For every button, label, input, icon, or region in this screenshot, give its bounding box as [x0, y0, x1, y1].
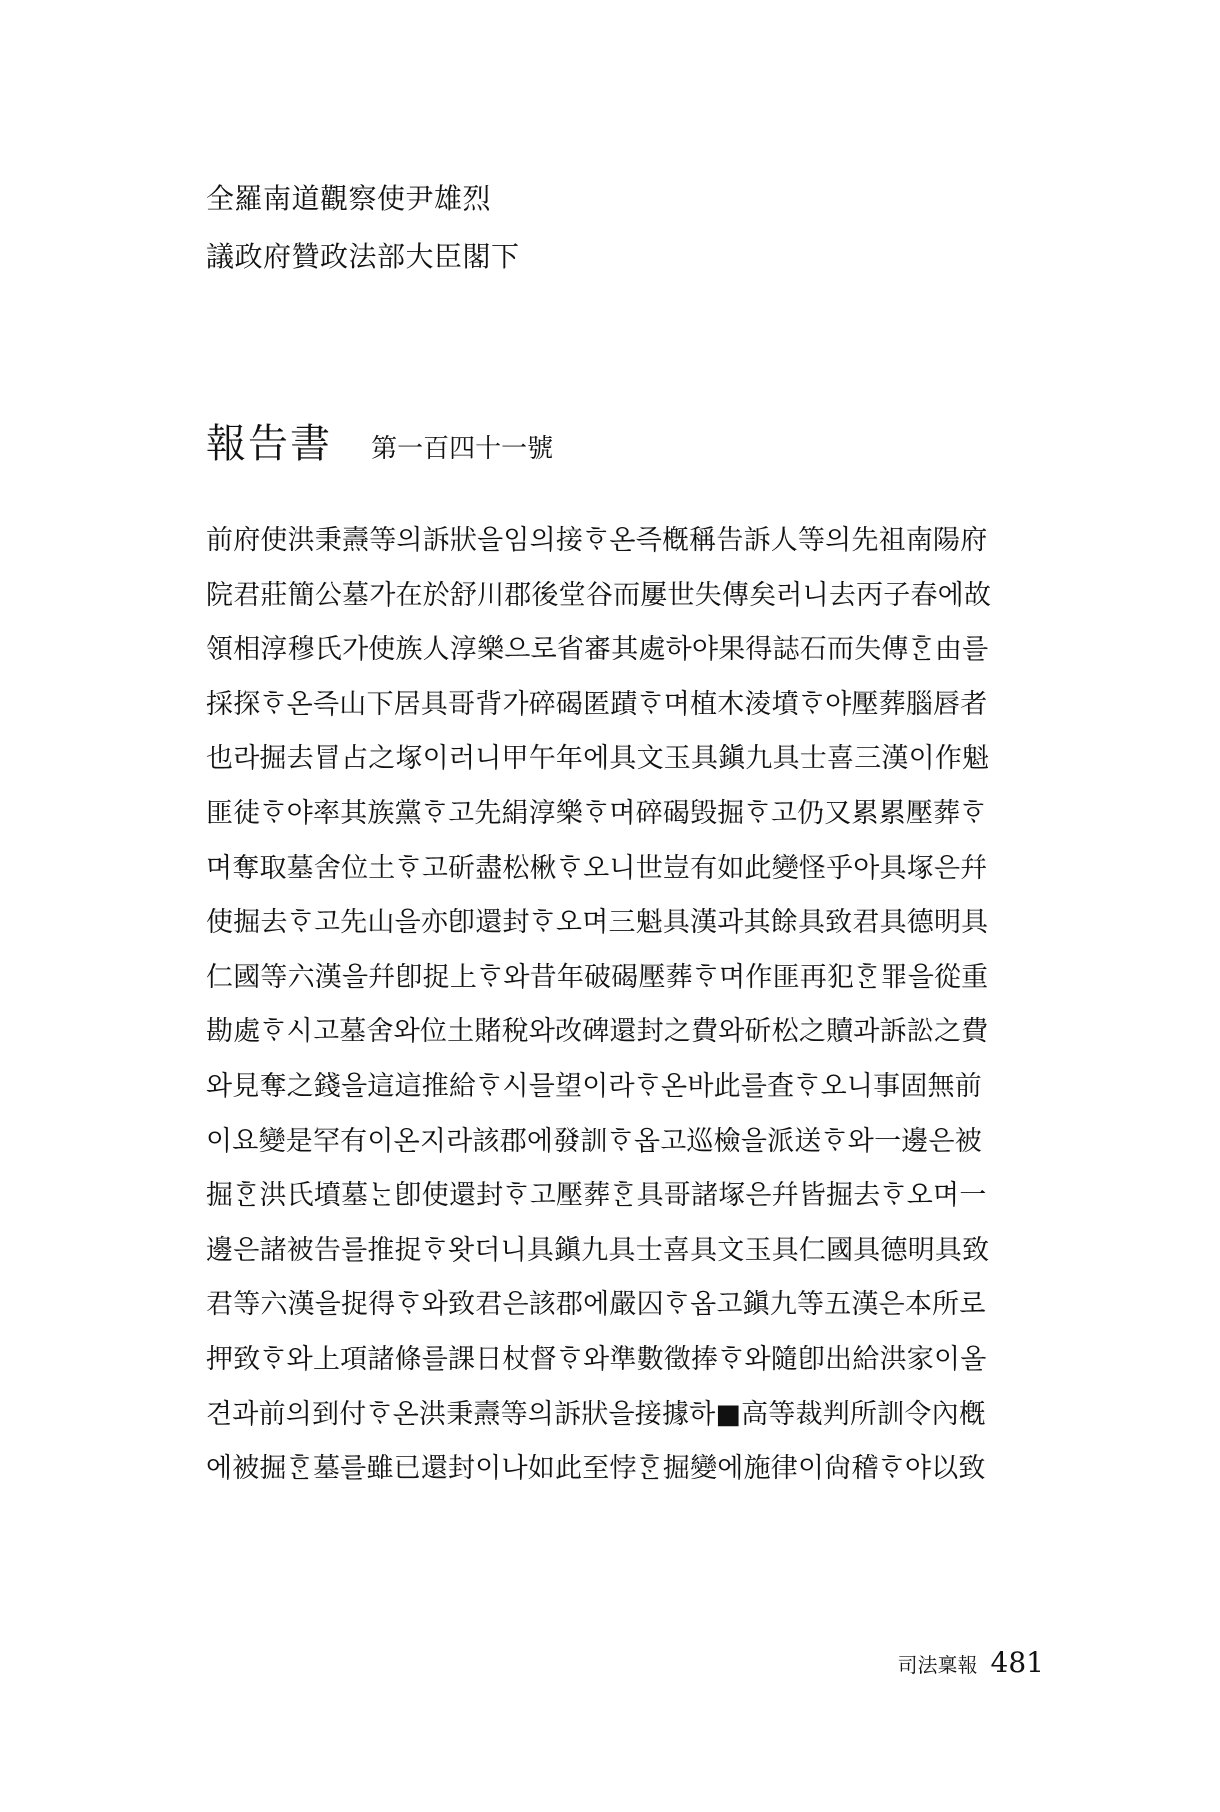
- body-line: 와見奪之錢을這這推給ᄒᆞ시믈望이라ᄒᆞ온바此를査ᄒᆞ오니事固無前: [206, 1070, 982, 1102]
- report-heading: [206, 412, 1026, 469]
- body-line: 院君莊簡公墓가在於舒川郡後堂谷而屢世失傳矣러니去丙子春에故: [206, 579, 992, 611]
- body-line: 仁國等六漢을幷卽捉上ᄒᆞ와昔年破碣壓葬ᄒᆞ며作匪再犯ᄒᆞᆫ罪을從重: [206, 961, 989, 993]
- body-line: 에被掘ᄒᆞᆫ墓를雖已還封이나如此至悖ᄒᆞᆫ掘變에施律이尙稽ᄒᆞ야以致: [206, 1453, 986, 1485]
- recipient-line: 議政府贊政法部大臣閣下: [206, 240, 520, 273]
- body-line: 採探ᄒᆞ온즉山下居具哥背가碎碣匿蹟ᄒᆞ며植木淩墳ᄒᆞ야壓葬腦唇者: [206, 688, 988, 720]
- page-footer: [897, 1646, 1044, 1679]
- journal-title: 司法稟報: [897, 1653, 978, 1677]
- sender-line: 全羅南道觀察使尹雄烈: [206, 182, 492, 215]
- body-line: 견과前의到付ᄒᆞ온洪秉燾等의訴狀을接據하■高等裁判所訓令內槪: [206, 1398, 986, 1430]
- signature-block: [206, 170, 1026, 286]
- report-number: 第一百四十一號: [371, 434, 554, 464]
- body-line: 邊은諸被告를推捉ᄒᆞ왓더니具鎭九具士喜具文玉具仁國具德明具致: [206, 1234, 990, 1266]
- body-line: 押致ᄒᆞ와上項諸條를課日杖督ᄒᆞ와準數徵捧ᄒᆞ와隨卽出給洪家이올: [206, 1343, 987, 1375]
- body-line: 匪徒ᄒᆞ야率其族黨ᄒᆞ고先絹淳樂ᄒᆞ며碎碣毁掘ᄒᆞ고仍又累累壓葬ᄒᆞ: [206, 797, 987, 829]
- body-line: 也라掘去冒占之塚이러니甲午年에具文玉具鎭九具士喜三漢이作魁: [206, 743, 990, 775]
- body-line: 掘ᄒᆞᆫ洪氏墳墓ᄂᆞᆫ卽使還封ᄒᆞ고壓葬ᄒᆞᆫ具哥諸塚은幷皆掘去ᄒᆞ오며一: [206, 1180, 987, 1212]
- page-number: 481: [990, 1646, 1044, 1679]
- body-line: 前府使洪秉燾等의訴狀을임의接ᄒᆞ온즉槪稱告訴人等의先祖南陽府: [206, 525, 988, 556]
- body-line: 君等六漢을捉得ᄒᆞ와致君은該郡에嚴囚ᄒᆞ옵고鎭九等五漢은本所로: [206, 1289, 986, 1321]
- report-body: [206, 514, 1046, 1497]
- report-title: 報告書: [206, 421, 332, 467]
- body-line: 며奪取墓舍位土ᄒᆞ고斫盡松楸ᄒᆞ오니世豈有如此變怪乎아具塚은幷: [206, 852, 988, 884]
- body-line: 勘處ᄒᆞ시고墓舍와位土賭稅와改碑還封之費와斫松之贖과訴訟之費: [206, 1016, 989, 1048]
- body-line: 領相淳穆氏가使族人淳樂으로省審其處하야果得誌石而失傳ᄒᆞᆫ由를: [206, 634, 989, 666]
- body-line: 이요變是罕有이온지라該郡에發訓ᄒᆞ옵고巡檢을派送ᄒᆞ와一邊은被: [206, 1125, 982, 1157]
- body-line: 使掘去ᄒᆞ고先山을亦卽還封ᄒᆞ오며三魁具漢과其餘具致君具德明具: [206, 907, 989, 939]
